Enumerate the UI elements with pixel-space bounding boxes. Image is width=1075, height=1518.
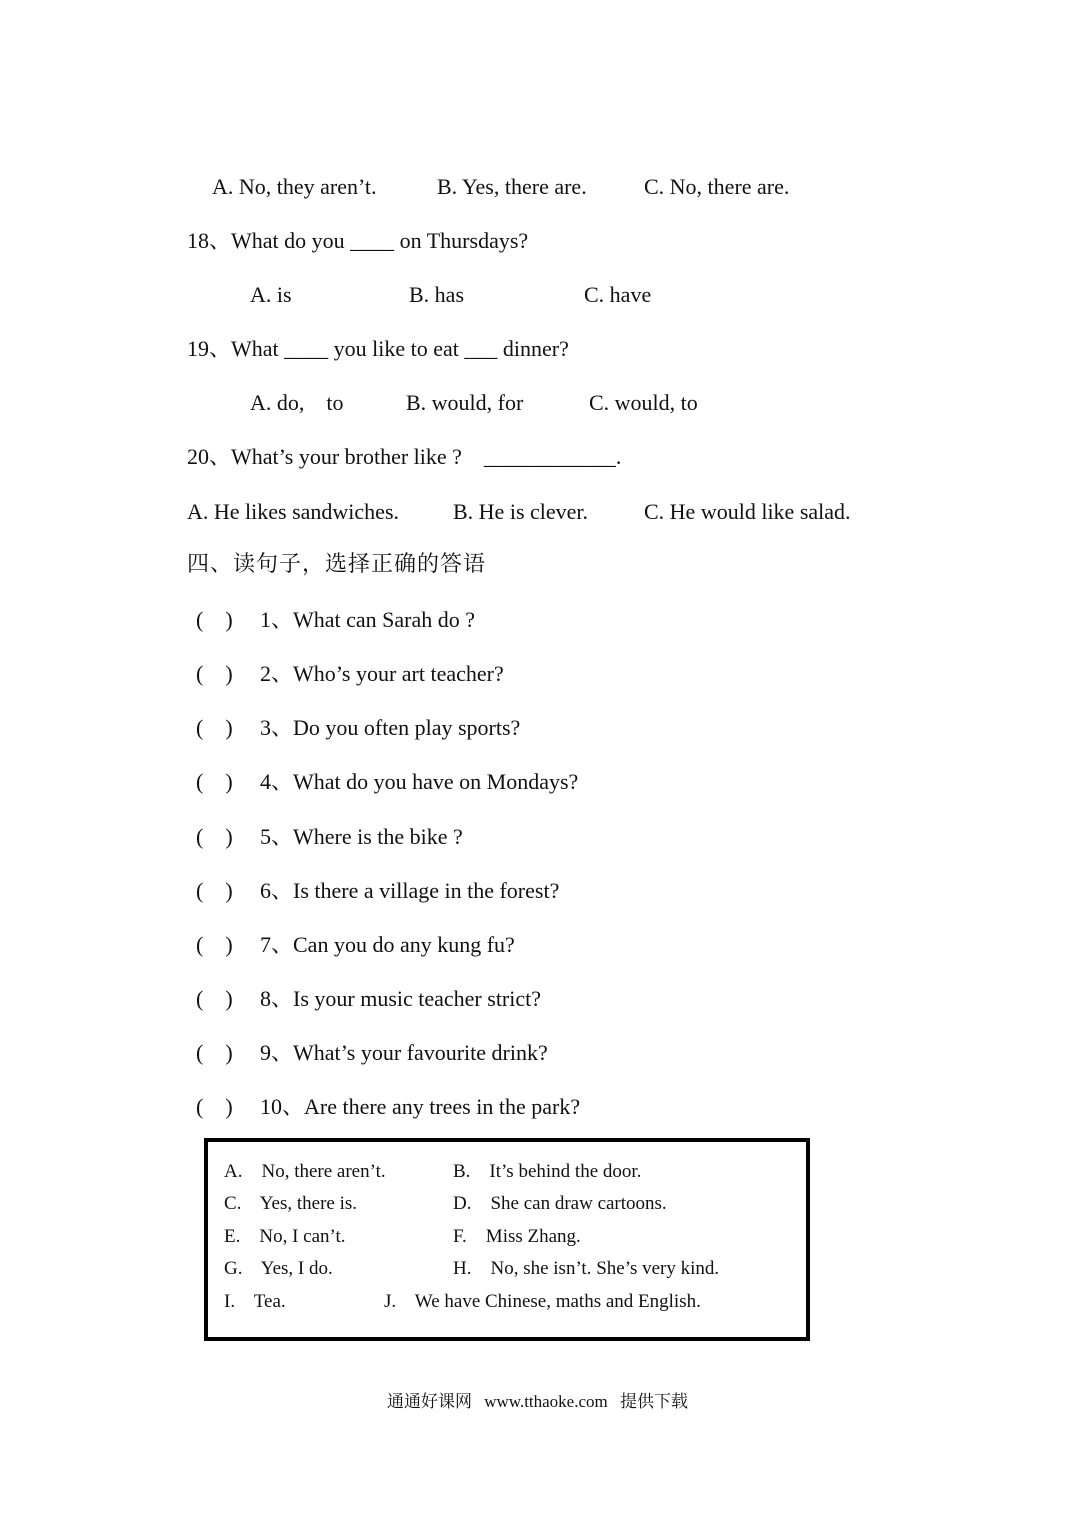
answer-blank[interactable]: ( ) [196,661,233,686]
answer-option-g: G. Yes, I do. [224,1258,333,1279]
question-text: 9、What’s your favourite drink? [260,1040,548,1065]
answer-option-d: D. She can draw cartoons. [453,1193,667,1214]
answer-blank[interactable]: ( ) [196,1094,233,1119]
footer-site-name: 通通好课网 [386,1392,472,1411]
question-row [196,1038,548,1068]
answer-blank[interactable]: ( ) [196,932,233,957]
q19-option-c: C. would, to [589,390,698,415]
question-row [196,1092,580,1122]
question-text: 5、Where is the bike ? [260,824,463,849]
answer-option-e: E. No, I can’t. [224,1226,346,1247]
q20-option-a: A. He likes sandwiches. [187,499,400,524]
question-text: 1、What can Sarah do ? [260,607,476,632]
page-footer [0,1390,1075,1414]
q20-option-c: C. He would like salad. [644,499,851,524]
question-row [196,984,541,1014]
question-text: 6、Is there a village in the forest? [260,878,560,903]
question-row [196,930,515,960]
q19-option-a: A. do, to [250,390,344,415]
question-row [196,659,504,689]
question-row [196,822,463,852]
question-row [196,767,578,797]
answer-blank[interactable]: ( ) [196,769,233,794]
q19-option-b: B. would, for [406,390,524,415]
answer-option-a: A. No, there aren’t. [224,1161,386,1182]
question-text: 4、What do you have on Mondays? [260,769,579,794]
question-text: 10、Are there any trees in the park? [260,1094,581,1119]
answer-option-f: F. Miss Zhang. [453,1226,581,1247]
answer-option-c: C. Yes, there is. [224,1193,358,1214]
answer-option-i: I. Tea. [224,1291,286,1312]
question-text: 3、Do you often play sports? [260,715,521,740]
q17-option-a: A. No, they aren’t. [212,174,377,199]
q17-option-c: C. No, there are. [644,174,790,199]
question-row [196,713,520,743]
question-row [196,876,559,906]
answer-blank[interactable]: ( ) [196,824,233,849]
answer-blank[interactable]: ( ) [196,1040,233,1065]
q20-text: 20、What’s your brother like ? ____________. [187,444,622,469]
answer-blank[interactable]: ( ) [196,715,233,740]
question-row [196,605,475,635]
q18-text: 18、What do you ____ on Thursdays? [187,228,529,253]
footer-suffix: 提供下载 [620,1392,689,1411]
answer-blank[interactable]: ( ) [196,986,233,1011]
answer-blank[interactable]: ( ) [196,878,233,903]
section-4-heading: 四、读句子，选择正确的答语 [187,552,487,577]
q18-option-a: A. is [250,282,292,307]
q17-option-b: B. Yes, there are. [437,174,587,199]
answer-option-h: H. No, she isn’t. She’s very kind. [453,1258,720,1279]
q19-text: 19、What ____ you like to eat ___ dinner? [187,336,569,361]
answer-blank[interactable]: ( ) [196,607,233,632]
q20-option-b: B. He is clever. [453,499,589,524]
q18-option-c: C. have [584,282,652,307]
answer-option-b: B. It’s behind the door. [453,1161,642,1182]
answer-box [204,1138,810,1341]
question-text: 8、Is your music teacher strict? [260,986,542,1011]
question-text: 2、Who’s your art teacher? [260,661,504,686]
answer-option-j: J. We have Chinese, maths and English. [384,1291,701,1312]
footer-url[interactable]: www.tthaoke.com [484,1392,608,1411]
question-text: 7、Can you do any kung fu? [260,932,515,957]
q18-option-b: B. has [409,282,464,307]
